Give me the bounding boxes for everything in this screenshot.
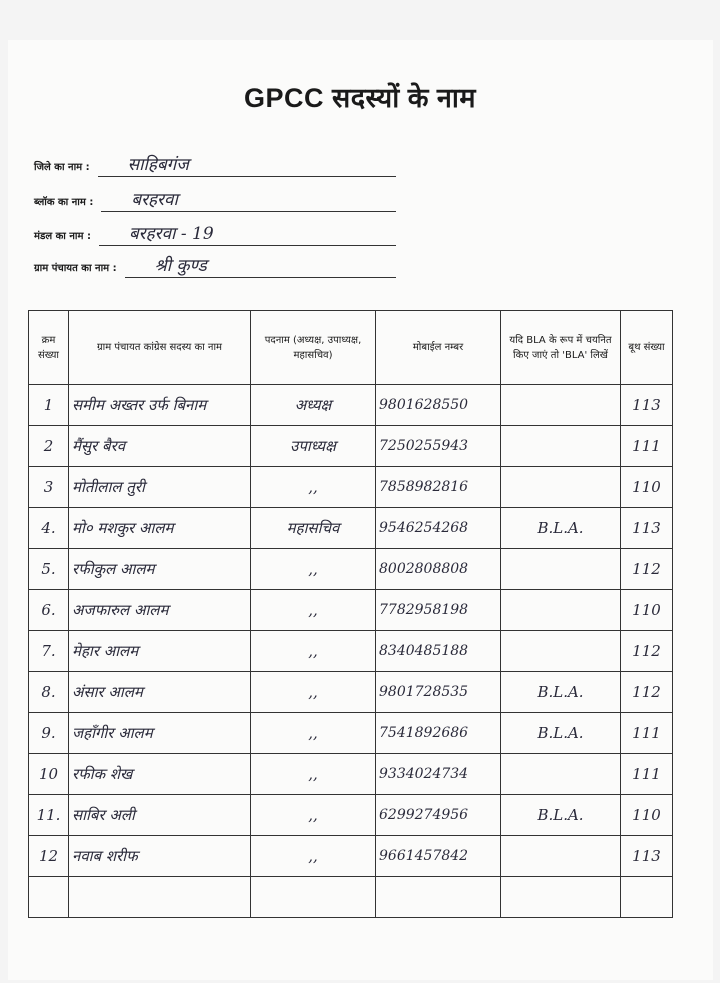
cell-bla [501,836,621,877]
table-row [29,795,673,836]
cell-post: ,, [251,754,376,795]
cell-mobile: 9661457842 [376,836,501,877]
cell-name: साबिर अली [69,795,251,836]
header-serial: क्रम संख्या [29,311,69,385]
table-row-empty [29,877,673,918]
cell-bla [501,426,621,467]
cell-empty [376,877,501,918]
district-value: साहिबगंज [98,154,396,177]
cell-name: नवाब शरीफ [69,836,251,877]
cell-bla [501,590,621,631]
members-table [28,310,673,918]
cell-post: ,, [251,836,376,877]
block-label: ब्लॉक का नाम : [34,197,94,208]
cell-empty [501,877,621,918]
block-value: बरहरवा [101,189,396,212]
mandal-value: बरहरवा - 19 [99,223,396,246]
cell-serial: 5. [29,549,69,590]
cell-bla [501,549,621,590]
cell-serial: 8. [29,672,69,713]
cell-mobile: 6299274956 [376,795,501,836]
cell-serial: 10 [29,754,69,795]
cell-booth: 112 [621,672,673,713]
cell-serial: 4. [29,508,69,549]
header-bla: यदि BLA के रूप में चयनित किए जाएं तो 'BLA' लिखें [501,311,621,385]
cell-serial: 6. [29,590,69,631]
table-row [29,672,673,713]
cell-bla: B.L.A. [501,672,621,713]
cell-serial: 12 [29,836,69,877]
cell-bla: B.L.A. [501,713,621,754]
cell-booth: 111 [621,713,673,754]
header-mobile: मोबाईल नम्बर [376,311,501,385]
cell-booth: 110 [621,590,673,631]
header-name: ग्राम पंचायत कांग्रेस सदस्य का नाम [69,311,251,385]
cell-name: मोतीलाल तुरी [69,467,251,508]
cell-bla: B.L.A. [501,508,621,549]
district-label: जिले का नाम : [34,162,90,173]
block-field [34,189,396,212]
cell-name: जहाँगीर आलम [69,713,251,754]
mandal-field [34,223,396,246]
panchayat-value: श्री कुण्ड [125,255,396,278]
table-row [29,590,673,631]
cell-mobile: 9801728535 [376,672,501,713]
table-row [29,631,673,672]
cell-post: ,, [251,549,376,590]
cell-empty [621,877,673,918]
cell-post: उपाध्यक्ष [251,426,376,467]
cell-post: अध्यक्ष [251,385,376,426]
cell-name: मो० मशकुर आलम [69,508,251,549]
table-row [29,754,673,795]
cell-serial: 1 [29,385,69,426]
table-row [29,385,673,426]
cell-booth: 113 [621,508,673,549]
cell-bla: B.L.A. [501,795,621,836]
cell-serial: 7. [29,631,69,672]
cell-bla [501,631,621,672]
table-row [29,508,673,549]
table-row [29,836,673,877]
cell-booth: 112 [621,631,673,672]
cell-name: रफीक शेख [69,754,251,795]
cell-bla [501,385,621,426]
cell-mobile: 9546254268 [376,508,501,549]
mandal-label: मंडल का नाम : [34,231,91,242]
cell-booth: 110 [621,795,673,836]
table-row [29,467,673,508]
cell-post: ,, [251,467,376,508]
cell-post: ,, [251,631,376,672]
cell-mobile: 9334024734 [376,754,501,795]
table-row [29,549,673,590]
header-post: पदनाम (अध्यक्ष, उपाध्यक्ष, महासचिव) [251,311,376,385]
cell-empty [251,877,376,918]
cell-mobile: 9801628550 [376,385,501,426]
header-booth: बूथ संख्या [621,311,673,385]
cell-post: ,, [251,713,376,754]
cell-booth: 110 [621,467,673,508]
panchayat-label: ग्राम पंचायत का नाम : [34,263,117,274]
cell-mobile: 7541892686 [376,713,501,754]
cell-booth: 111 [621,426,673,467]
cell-post: महासचिव [251,508,376,549]
cell-mobile: 8002808808 [376,549,501,590]
cell-empty [29,877,69,918]
cell-name: रफीकुल आलम [69,549,251,590]
cell-name: समीम अख्तर उर्फ बिनाम [69,385,251,426]
cell-bla [501,754,621,795]
table-row [29,426,673,467]
cell-post: ,, [251,672,376,713]
cell-mobile: 7858982816 [376,467,501,508]
cell-serial: 2 [29,426,69,467]
cell-mobile: 7782958198 [376,590,501,631]
page-title: GPCC सदस्यों के नाम [243,83,477,113]
cell-mobile: 7250255943 [376,426,501,467]
cell-empty [69,877,251,918]
cell-serial: 11. [29,795,69,836]
cell-name: मैंसुर बैरव [69,426,251,467]
cell-booth: 113 [621,385,673,426]
table-row [29,713,673,754]
cell-serial: 9. [29,713,69,754]
panchayat-field [34,255,396,278]
cell-booth: 111 [621,754,673,795]
cell-mobile: 8340485188 [376,631,501,672]
cell-post: ,, [251,590,376,631]
cell-bla [501,467,621,508]
cell-booth: 113 [621,836,673,877]
district-field [34,154,396,177]
cell-name: मेहार आलम [69,631,251,672]
cell-name: अंसार आलम [69,672,251,713]
cell-name: अजफारुल आलम [69,590,251,631]
table-header-row [29,311,673,385]
cell-post: ,, [251,795,376,836]
cell-booth: 112 [621,549,673,590]
cell-serial: 3 [29,467,69,508]
